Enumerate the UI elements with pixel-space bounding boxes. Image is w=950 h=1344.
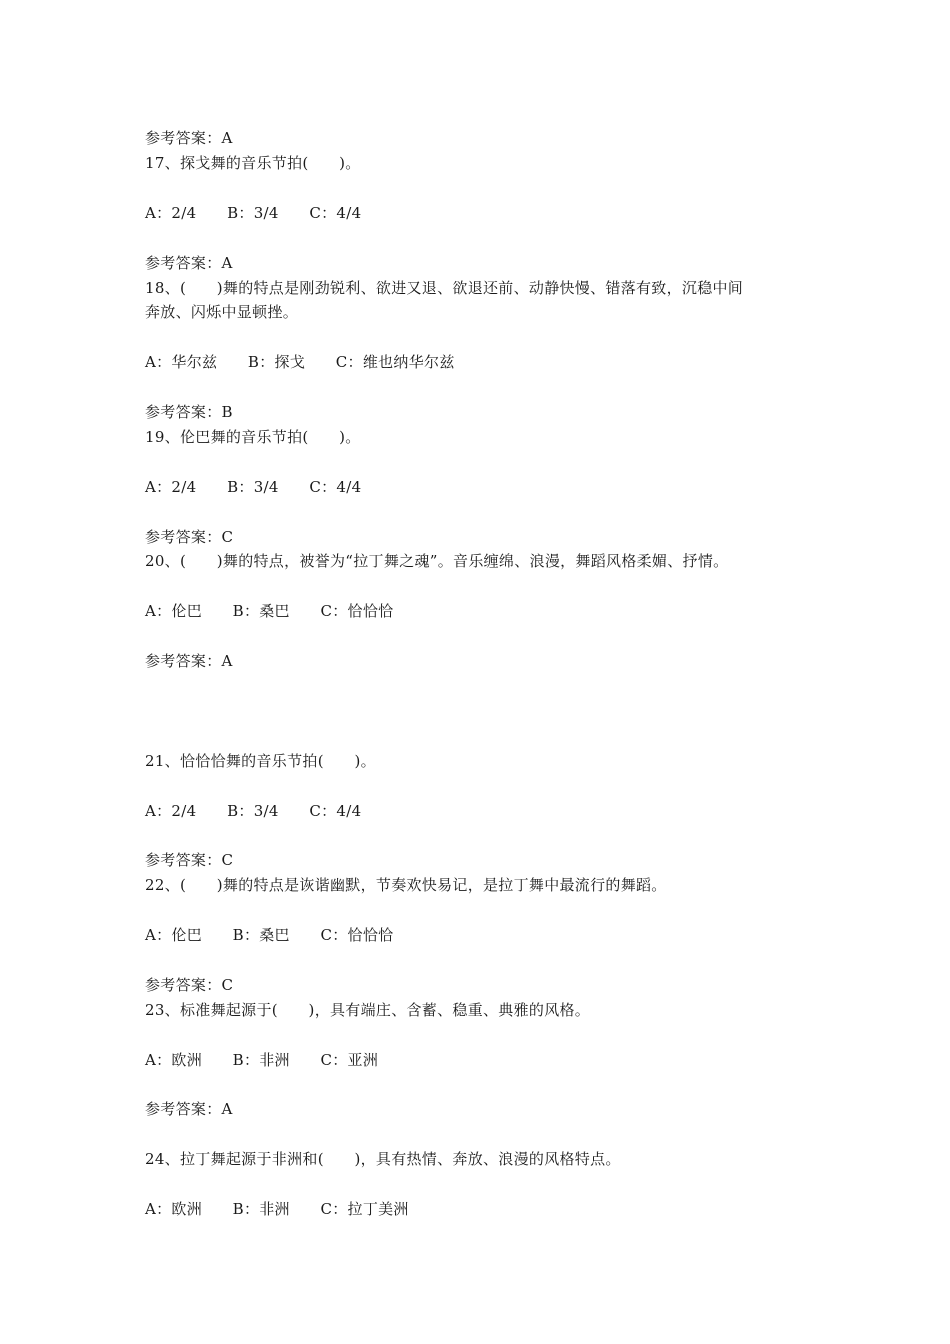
answer-line: 参考答案：A (145, 1100, 233, 1118)
question-line: 17、探戈舞的音乐节拍( )。 (145, 154, 361, 172)
question-line: 20、( )舞的特点，被誉为“拉丁舞之魂”。音乐缠绵、浪漫，舞蹈风格柔媚、抒情。 (145, 552, 729, 570)
options-line: A：2/4 B：3/4 C：4/4 (145, 478, 362, 496)
answer-line: 参考答案：A (145, 129, 233, 147)
question-line: 18、( )舞的特点是刚劲锐利、欲进又退、欲退还前、动静快慢、错落有致，沉稳中间 (145, 279, 744, 297)
options-line: A：欧洲 B：非洲 C：拉丁美洲 (145, 1200, 409, 1218)
options-line: A：2/4 B：3/4 C：4/4 (145, 802, 362, 820)
options-line: A：欧洲 B：非洲 C：亚洲 (145, 1051, 379, 1069)
question-line-continued: 奔放、闪烁中显顿挫。 (145, 303, 299, 321)
options-line: A：2/4 B：3/4 C：4/4 (145, 204, 362, 222)
options-line: A：华尔兹 B：探戈 C：维也纳华尔兹 (145, 353, 455, 371)
answer-line: 参考答案：C (145, 976, 234, 994)
options-line: A：伦巴 B：桑巴 C：恰恰恰 (145, 926, 394, 944)
answer-line: 参考答案：C (145, 851, 234, 869)
question-line: 21、恰恰恰舞的音乐节拍( )。 (145, 752, 376, 770)
question-line: 22、( )舞的特点是诙谐幽默，节奏欢快易记，是拉丁舞中最流行的舞蹈。 (145, 876, 667, 894)
answer-line: 参考答案：C (145, 528, 234, 546)
answer-line: 参考答案：A (145, 254, 233, 272)
answer-line: 参考答案：A (145, 652, 233, 670)
question-line: 23、标准舞起源于( )，具有端庄、含蓄、稳重、典雅的风格。 (145, 1001, 591, 1019)
options-line: A：伦巴 B：桑巴 C：恰恰恰 (145, 602, 394, 620)
question-line: 19、伦巴舞的音乐节拍( )。 (145, 428, 361, 446)
answer-line: 参考答案：B (145, 403, 233, 421)
question-line: 24、拉丁舞起源于非洲和( )，具有热情、奔放、浪漫的风格特点。 (145, 1150, 621, 1168)
